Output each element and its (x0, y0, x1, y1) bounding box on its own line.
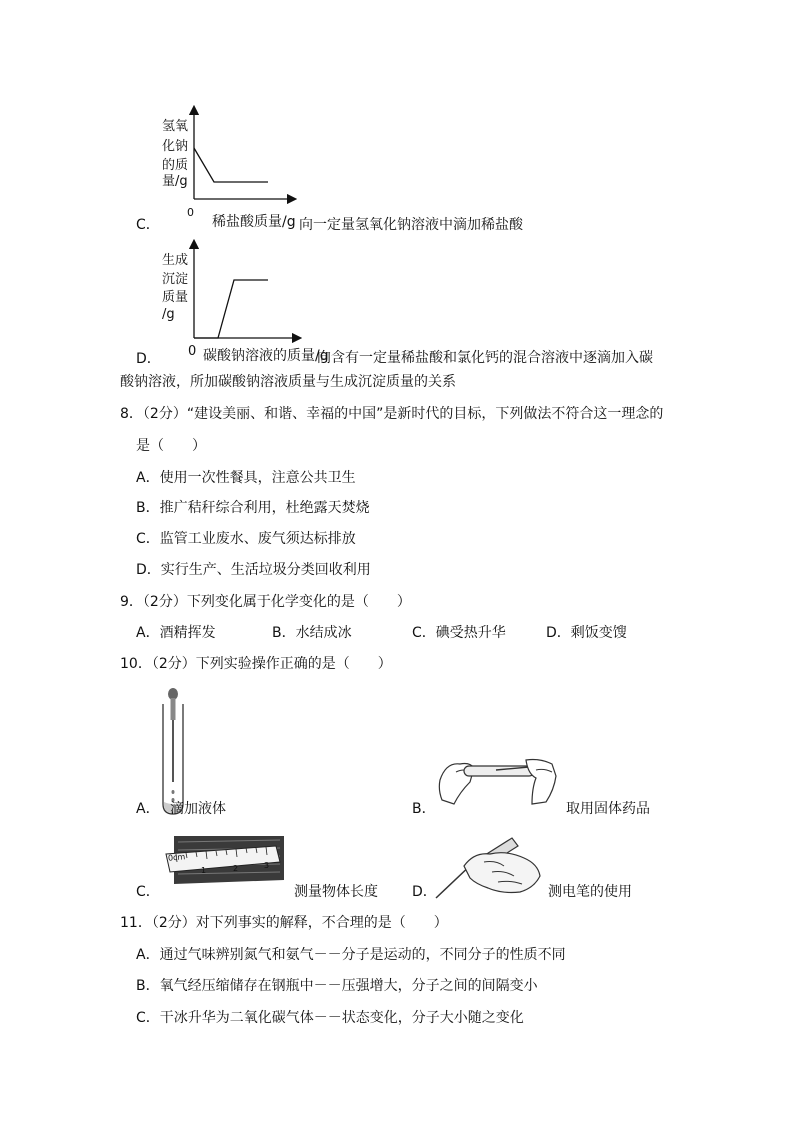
ruler-tick-1: 1 (201, 866, 207, 875)
graph-c-option-label: C． (136, 217, 160, 233)
q9-option-a[interactable]: A．酒精挥发 (136, 625, 216, 641)
graph-d-ylabel-2: 沉淀 (162, 272, 189, 287)
ruler-tick-2: 2 (233, 864, 239, 873)
q10-option-a-label[interactable]: A． (136, 801, 160, 817)
q10-stem: 10．（2分）下列实验操作正确的是（ ） (120, 656, 392, 672)
q8-option-a[interactable]: A．使用一次性餐具，注意公共卫生 (136, 470, 356, 486)
hand-test-pen-illustration (434, 832, 546, 902)
q8-option-b[interactable]: B．推广秸秆综合利用，杜绝露天焚烧 (136, 500, 370, 516)
graph-d-caption-line2: 酸钠溶液，所加碳酸钠溶液质量与生成沉淀质量的关系 (120, 374, 456, 390)
q8-option-c[interactable]: C．监管工业废水、废气须达标排放 (136, 531, 356, 547)
q10-option-a-caption: 滴加液体 (170, 801, 226, 817)
ruler-tick-3: 3 (264, 861, 270, 870)
graph-c-ylabel-3: 的质 (162, 158, 189, 173)
graph-d-ylabel-4: /g (162, 307, 175, 322)
q9-option-b[interactable]: B．水结成冰 (272, 625, 352, 641)
dropper-test-tube-illustration (155, 684, 195, 818)
q11-option-c[interactable]: C．干冰升华为二氧化碳气体－－状态变化，分子大小随之变化 (136, 1010, 524, 1026)
q10-option-b-caption: 取用固体药品 (566, 801, 650, 817)
hands-test-tube-illustration (436, 742, 562, 812)
q11-option-b[interactable]: B．氧气经压缩储存在钢瓶中－－压强增大，分子之间的间隔变小 (136, 978, 538, 994)
graph-d-series-line (194, 280, 268, 338)
q8-stem-line2: 是（ ） (136, 438, 206, 454)
q8-stem-line1: 8．（2分）“建设美丽、和谐、幸福的中国”是新时代的目标，下列做法不符合这一理念的 (120, 406, 664, 422)
graph-d-ylabel-1: 生成 (162, 253, 189, 268)
graph-d-origin: 0 (188, 344, 197, 359)
graph-c-plot (180, 104, 300, 209)
graph-c-caption: 向一定量氢氧化钠溶液中滴加稀盐酸 (299, 217, 523, 233)
q9-stem: 9．（2分）下列变化属于化学变化的是（ ） (120, 594, 411, 610)
q10-option-c-caption: 测量物体长度 (294, 884, 378, 900)
graph-c-ylabel-4: 量/g (162, 174, 188, 189)
graph-c-series-line (194, 148, 268, 182)
graph-c-xlabel: 稀盐酸质量/g (212, 214, 296, 230)
graph-d-option-label: D． (136, 351, 161, 367)
q9-option-c[interactable]: C．碘受热升华 (412, 625, 506, 641)
q10-option-d-caption: 测电笔的使用 (548, 884, 632, 900)
graph-c-ylabel-1: 氢氧 (162, 119, 189, 134)
q11-option-a[interactable]: A．通过气味辨别氮气和氨气－－分子是运动的，不同分子的性质不同 (136, 947, 566, 963)
graph-d-xlabel: 碳酸钠溶液的质量/g (203, 348, 329, 364)
graph-c-ylabel-2: 化钠 (162, 139, 189, 154)
q10-option-c-label[interactable]: C． (136, 884, 160, 900)
graph-d-plot (180, 238, 305, 343)
q10-option-b-label[interactable]: B． (412, 801, 436, 817)
q9-option-d[interactable]: D．剩饭变馊 (546, 625, 627, 641)
ruler-unit-label: 0cm (167, 852, 186, 863)
q8-option-d[interactable]: D．实行生产、生活垃圾分类回收利用 (136, 562, 371, 578)
graph-d-caption-line1: 向含有一定量稀盐酸和氯化钙的混合溶液中逐滴加入碳 (317, 350, 653, 366)
graph-d-ylabel-3: 质量 (162, 290, 189, 305)
q11-stem: 11．（2分）对下列事实的解释，不合理的是（ ） (120, 915, 448, 931)
graph-c-origin: 0 (187, 206, 194, 219)
q10-option-d-label[interactable]: D． (412, 884, 437, 900)
